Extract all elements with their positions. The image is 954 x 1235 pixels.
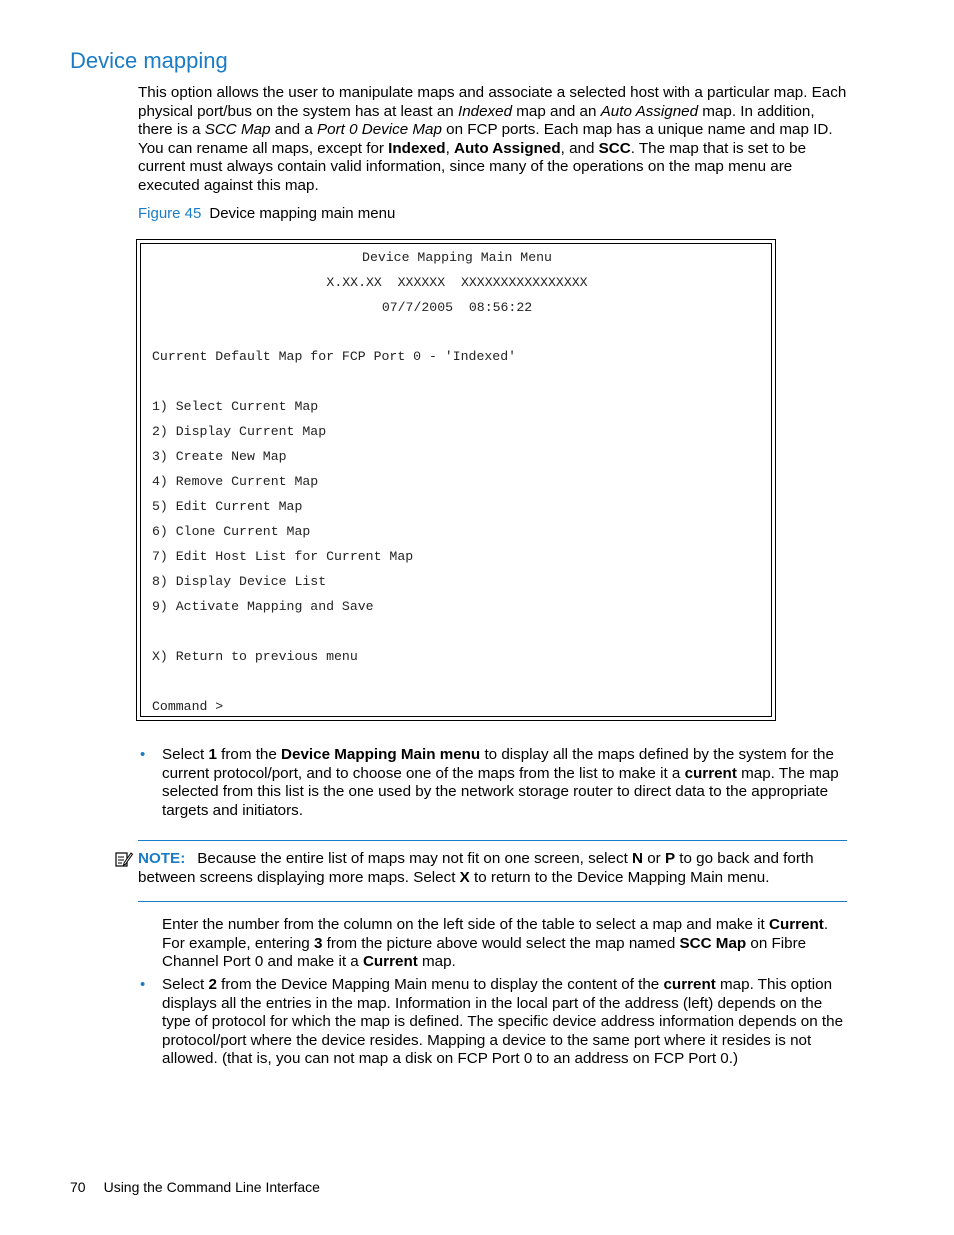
footer-section: Using the Command Line Interface	[103, 1179, 320, 1195]
section-heading: Device mapping	[70, 48, 228, 73]
menu-item-display-current-map[interactable]: 2) Display Current Map	[152, 424, 327, 439]
menu-item-activate-mapping[interactable]: 9) Activate Mapping and Save	[152, 599, 374, 614]
note-pencil-icon	[115, 850, 133, 868]
menu-item-display-device-list[interactable]: 8) Display Device List	[152, 574, 327, 589]
page-footer	[70, 1179, 320, 1195]
terminal-inner-frame	[140, 243, 772, 717]
figure-caption	[138, 205, 395, 222]
menu-item-return[interactable]: X) Return to previous menu	[152, 649, 358, 664]
menu-item-edit-host-list[interactable]: 7) Edit Host List for Current Map	[152, 549, 414, 564]
bullet-marker: •	[140, 746, 146, 763]
terminal-screen	[136, 239, 776, 721]
menu-item-select-current-map[interactable]: 1) Select Current Map	[152, 399, 319, 414]
note-bottom-rule	[138, 901, 847, 902]
command-prompt[interactable]: Command >	[152, 699, 224, 714]
intro-paragraph: This option allows the user to manipulate maps and associate a selected host with a particular map. Each physical port/bus on the system has at least an Indexed map and an Auto Assigned map. In addition, there is a SCC Map and a Port 0 Device Map on FCP ports. Each map has a unique name and map ID. You can rename all maps, except for Indexed, Auto Assigned, and SCC. The map that is set to be current must always contain valid information, since many of the operations on the map menu are executed against this map.	[138, 84, 847, 194]
terminal-default-map: Current Default Map for FCP Port 0 - 'Indexed'	[152, 349, 517, 364]
page-number: 70	[70, 1179, 86, 1195]
menu-item-edit-current-map[interactable]: 5) Edit Current Map	[152, 499, 303, 514]
figure-label: Figure 45	[138, 205, 202, 222]
menu-item-clone-current-map[interactable]: 6) Clone Current Map	[152, 524, 311, 539]
terminal-version-line: X.XX.XX XXXXXX XXXXXXXXXXXXXXXX	[326, 275, 588, 290]
bullet-paragraph-select-2: Select 2 from the Device Mapping Main menu to display the content of the current map. This option displays all the entries in the map. Information in the local part of the address (left) depends on the type of protocol for which the map is defined. The specific device address information depends on the protocol/port where the device resides. Mapping a device to the same port where it resides is not allowed. (that is, you can not map a disk on FCP Port 0 to an address on FCP Port 0.)	[162, 976, 844, 1068]
note-text: NOTE: Because the entire list of maps may not fit on one screen, select N or P to go back and forth between screens displaying more maps. Select X to return to the Device Mapping Main menu.	[138, 850, 814, 886]
terminal-datetime: 07/7/2005 08:56:22	[381, 300, 533, 315]
paragraph-enter-number: Enter the number from the column on the left side of the table to select a map and make it Current. For example, entering 3 from the picture above would select the map named SCC Map on Fibre Channel Port 0 and make it a Current map.	[162, 916, 829, 971]
note-top-rule	[138, 840, 847, 841]
menu-item-remove-current-map[interactable]: 4) Remove Current Map	[152, 474, 319, 489]
bullet-paragraph-select-1: Select 1 from the Device Mapping Main menu to display all the maps defined by the system for the current protocol/port, and to choose one of the maps from the list to make it a current map. The map selected from this list is the one used by the network storage router to direct data to the appropriate targets and initiators.	[162, 746, 839, 819]
menu-item-create-new-map[interactable]: 3) Create New Map	[152, 449, 287, 464]
figure-title: Device mapping main menu	[209, 205, 396, 222]
bullet-marker: •	[140, 976, 146, 993]
terminal-title: Device Mapping Main Menu	[362, 250, 552, 265]
note-label: NOTE:	[138, 850, 186, 867]
